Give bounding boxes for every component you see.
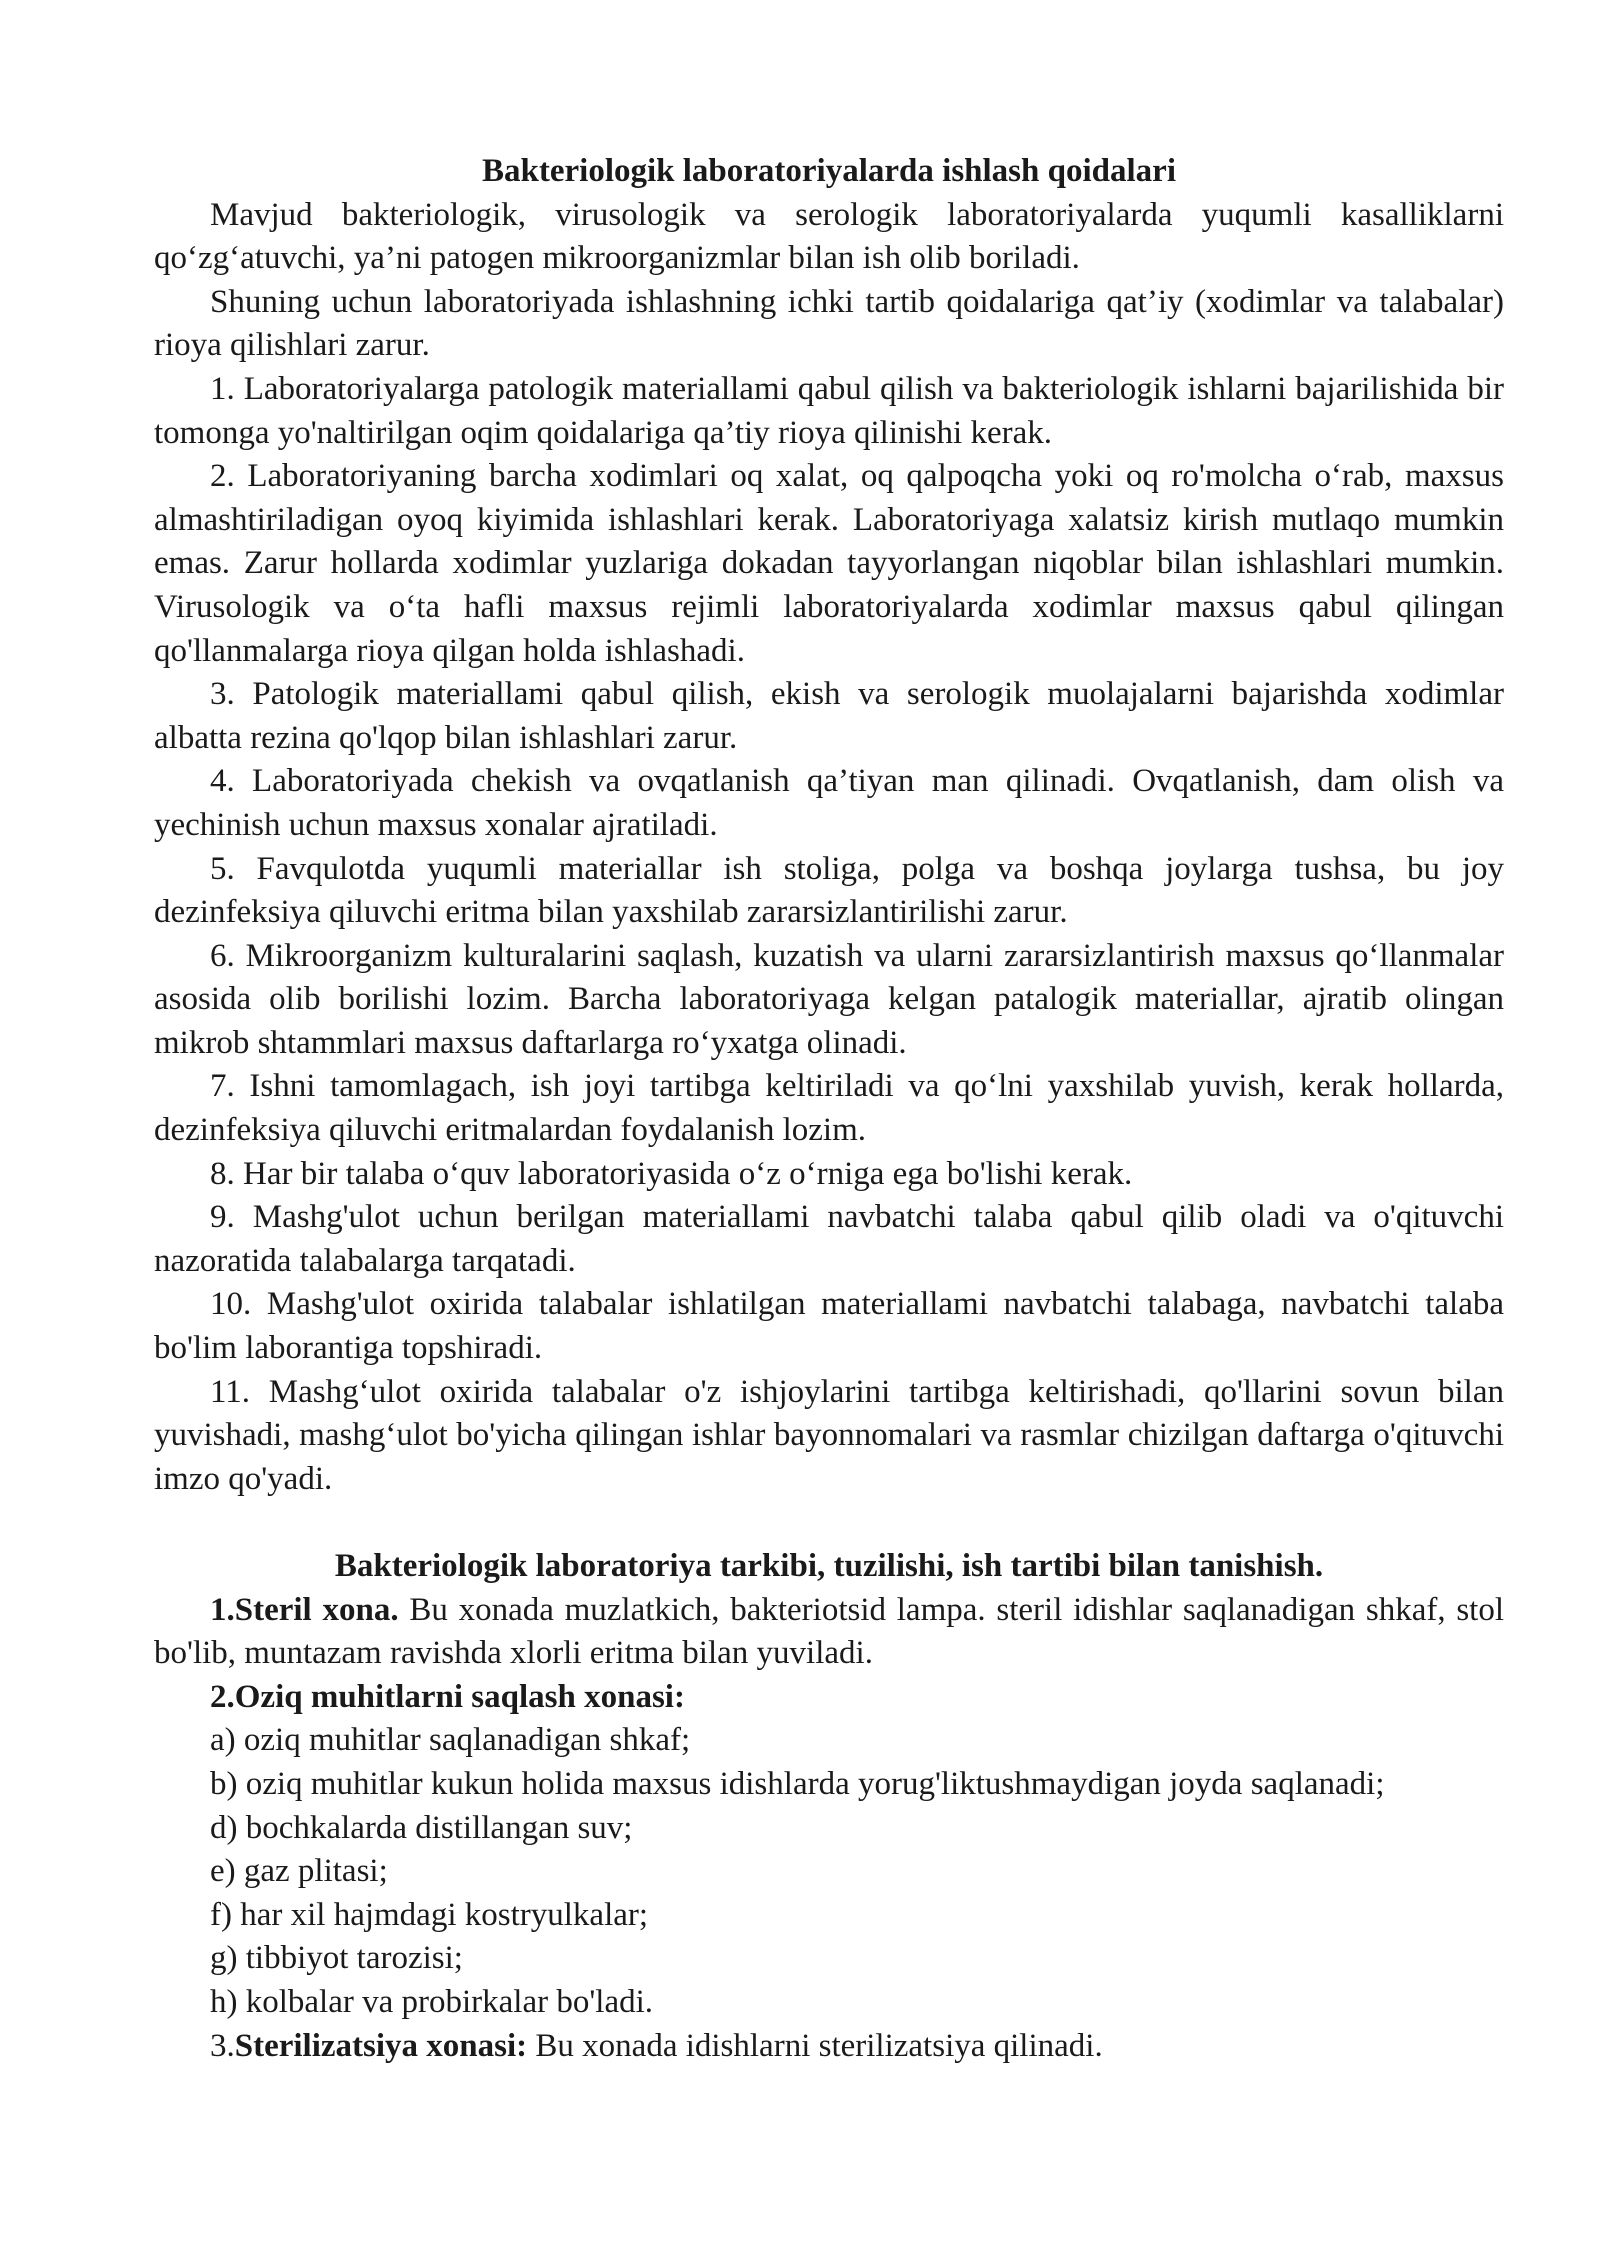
room-2-label: 2.Oziq muhitlarni saqlash xonasi: [210,1678,685,1715]
room-1-text: Bu xonada muzlatkich, bakteriotsid lampa. steril idishlar saqlanadigan shkaf, stol bo'lib, muntazam ravishda xlorli eritma bilan yuviladi. [154,1591,1504,1672]
room-3-paragraph [154,2025,1504,2069]
rule-5: 5. Favqulotda yuqumli materiallar ish stoliga, polga va boshqa joylarga tushsa, bu joy dezinfeksiya qiluvchi eritma bilan yaxshilab zararsizlantirilishi zarur. [154,850,1504,931]
room-3-label: Sterilizatsiya xonasi: [234,2027,528,2064]
section1-title: Bakteriologik laboratoriyalarda ishlash qoidalari [482,153,1176,189]
rule-9: 9. Mashg'ulot uchun berilgan materiallami navbatchi talaba qabul qilib oladi va o'qituvchi nazoratida talabalarga tarqatadi. [154,1199,1504,1279]
rule-7: 7. Ishni tamomlagach, ish joyi tartibga keltiriladi va qo‘lni yaxshilab yuvish, kerak hollarda, dezinfeksiya qiluvchi eritmalardan foydalanish lozim. [154,1068,1504,1149]
intro-paragraph-1: Mavjud bakteriologik, virusologik va serologik laboratoriyalarda yuqumli kasalliklarni qo‘zg‘atuvchi, ya’ni patogen mikroorganizmlar bilan ish olib boriladi. [154,196,1504,277]
section-spacer [154,1501,1504,1545]
room-2-heading [154,1676,1504,1720]
room-3-text: Bu xonada idishlarni sterilizatsiya qilinadi. [527,2027,1103,2064]
room-2-item-h: h) kolbalar va probirkalar bo'ladi. [210,1983,654,2020]
room-3-prefix: 3. [210,2027,235,2064]
document-page [154,150,1504,2068]
room-2-item-d: d) bochkalarda distillangan suv; [210,1809,633,1846]
rule-11: 11. Mashg‘ulot oxirida talabalar o'z ishjoylarini tartibga keltirishadi, qo'llarini sovun bilan yuvishadi, mashg‘ulot bo'yicha qilingan ishlar bayonnomalari va rasmlar chizilgan daftarga o'qituvchi imzo qo'yadi. [154,1373,1504,1497]
intro-paragraph-2: Shuning uchun laboratoriyada ishlashning ichki tartib qoidalariga qat’iy (xodimlar va talabalar) rioya qilishlari zarur. [154,283,1504,364]
rule-1: 1. Laboratoriyalarga patologik materiallami qabul qilish va bakteriologik ishlarni bajarilishida bir tomonga yo'naltirilgan oqim qoidalariga qa’tiy rioya qilinishi kerak. [154,370,1504,451]
section2-title: Bakteriologik laboratoriya tarkibi, tuzilishi, ish tartibi bilan tanishish. [334,1548,1324,1584]
room-2-item-g: g) tibbiyot tarozisi; [210,1940,463,1977]
rule-10: 10. Mashg'ulot oxirida talabalar ishlatilgan materiallami navbatchi talabaga, navbatchi talaba bo'lim laborantiga topshiradi. [154,1286,1504,1367]
room-2-item-a: a) oziq muhitlar saqlanadigan shkaf; [210,1722,691,1759]
rule-8: 8. Har bir talaba o‘quv laboratoriyasida o‘z o‘rniga ega bo'lishi kerak. [210,1155,1133,1192]
rule-3: 3. Patologik materiallami qabul qilish, ekish va serologik muolajalarni bajarishda xodimlar albatta rezina qo'lqop bilan ishlashlari zarur. [154,676,1504,756]
rule-2: 2. Laboratoriyaning barcha xodimlari oq xalat, oq qalpoqcha yoki oq ro'molcha o‘rab, maxsus almashtiriladigan oyoq kiyimida ishlashlari kerak. Laboratoriyaga xalatsiz kirish mutlaqo mumkin emas. Zarur hollarda xodimlar yuzlariga dokadan tayyorlangan niqoblar bilan ishlashlari mumkin. Virusologik va o‘ta hafli maxsus rejimli laboratoriyalarda xodimlar maxsus qabul qilingan qo'llanmalarga rioya qilgan holda ishlashadi. [154,458,1504,669]
rule-4: 4. Laboratoriyada chekish va ovqatlanish qa’tiyan man qilinadi. Ovqatlanish, dam olish va yechinish uchun maxsus xonalar ajratiladi. [154,763,1504,843]
room-2-item-e: e) gaz plitasi; [210,1853,388,1890]
room-2-item-b: b) oziq muhitlar kukun holida maxsus idishlarda yorug'liktushmaydigan joyda saqlanadi; [210,1765,1385,1802]
room-1-paragraph [154,1589,1504,1676]
room-1-label: 1.Steril xona. [210,1591,399,1628]
rule-6: 6. Mikroorganizm kulturalarini saqlash, kuzatish va ularni zararsizlantirish maxsus qo‘llanmalar asosida olib borilishi lozim. Barcha laboratoriyaga kelgan patalogik materiallar, ajratib olingan mikrob shtammlari maxsus daftarlarga ro‘yxatga olinadi. [154,937,1504,1061]
room-2-item-f: f) har xil hajmdagi kostryulkalar; [210,1896,649,1933]
